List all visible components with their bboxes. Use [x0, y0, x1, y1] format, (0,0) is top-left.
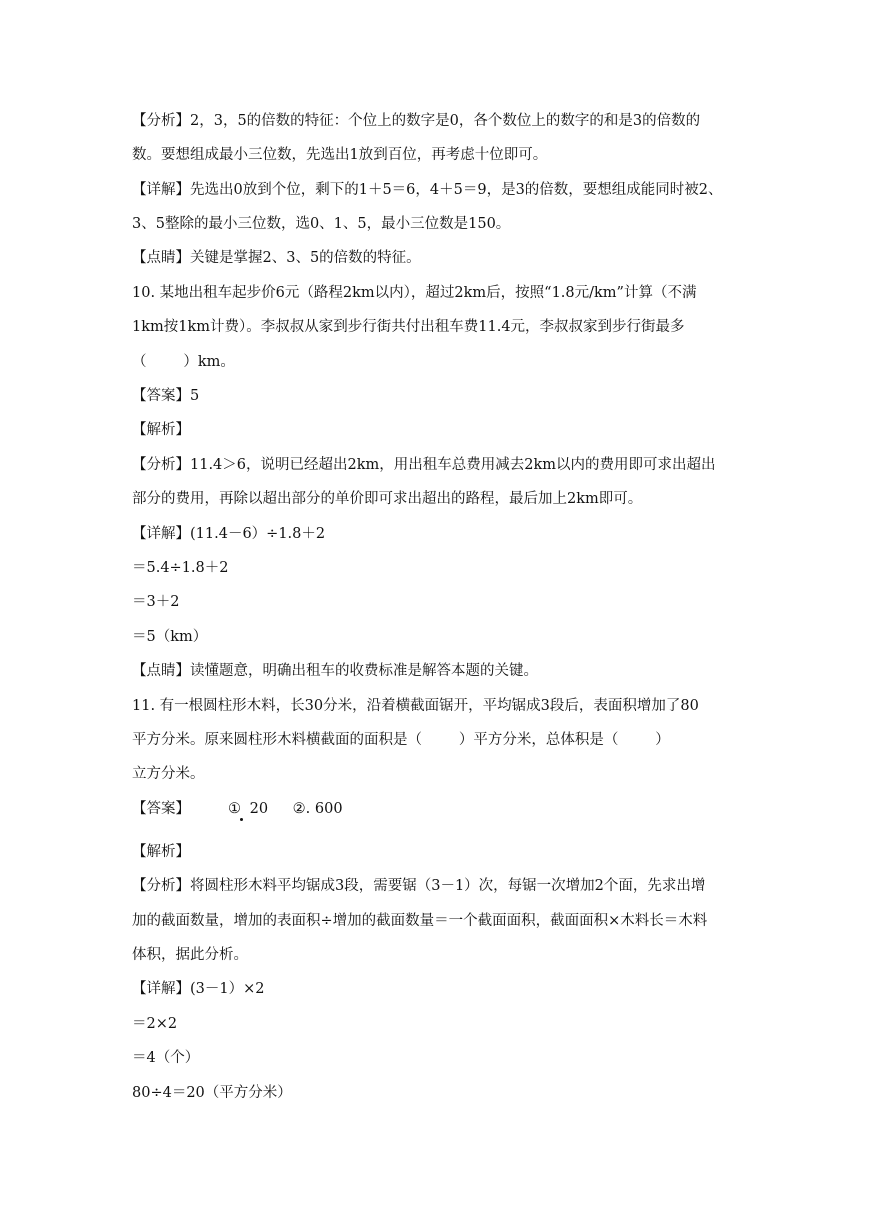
question-10-line-2: 1km按1km计费）。李叔叔从家到步行街共付出租车费11.4元，李叔叔家到步行街最多	[132, 319, 685, 335]
question-11-line-1: 11. 有一根圆柱形木料，长30分米，沿着横截面锯开，平均锯成3段后，表面积增加了80	[132, 698, 699, 714]
comment-line: 【点睛】关键是掌握2、3、5的倍数的特征。	[132, 250, 421, 266]
analysis-line-2: 数。要想组成最小三位数，先选出1放到百位，再考虑十位即可。	[132, 147, 548, 163]
analysis-11-line-3: 体积，据此分析。	[132, 947, 248, 963]
answer-marker-1: ①	[228, 801, 241, 817]
answer-value-2: 600	[314, 801, 343, 817]
answer-label: 【答案】	[132, 801, 190, 817]
detail-line-1: 【详解】先选出0放到个位，剩下的1＋5＝6，4＋5＝9，是3的倍数，要想组成能同时被2、	[132, 182, 723, 198]
analysis-line-1: 【分析】2，3，5的倍数的特征：个位上的数字是0，各个数位上的数字的和是3的倍数的	[132, 113, 701, 129]
answer-value-1: 20	[249, 801, 269, 817]
detail-11-line-4: 80÷4＝20（平方分米）	[132, 1085, 292, 1101]
emphasis-dot	[240, 818, 243, 821]
detail-line-2: 3、5整除的最小三位数，选0、1、5，最小三位数是150。	[132, 216, 511, 232]
answer-10: 【答案】5	[132, 388, 200, 404]
detail-11-line-3: ＝4（个）	[132, 1050, 200, 1066]
explanation-heading-11: 【解析】	[132, 844, 190, 860]
detail-10-line-4: ＝5（km）	[132, 629, 208, 645]
question-11-line-3: 立方分米。	[132, 766, 205, 782]
detail-10-line-1: 【详解】(11.4－6）÷1.8＋2	[132, 526, 326, 542]
comment-10: 【点睛】读懂题意，明确出租车的收费标准是解答本题的关键。	[132, 663, 538, 679]
question-10-line-3: （ ）km。	[132, 354, 235, 370]
analysis-11-line-1: 【分析】将圆柱形木料平均锯成3段，需要锯（3－1）次，每锯一次增加2个面，先求出增	[132, 878, 706, 894]
detail-11-line-2: ＝2×2	[132, 1016, 178, 1032]
analysis-10-line-1: 【分析】11.4＞6，说明已经超出2km，用出租车总费用减去2km以内的费用即可求出超出	[132, 457, 716, 473]
question-10-line-1: 10. 某地出租车起步价6元（路程2km以内），超过2km后，按照“1.8元/km”计算（不满	[132, 285, 697, 301]
detail-11-line-1: 【详解】(3－1）×2	[132, 981, 265, 997]
question-11-line-2: 平方分米。原来圆柱形木料横截面的面积是（ ）平方分米，总体积是（ ）	[132, 732, 670, 748]
answer-11	[132, 799, 752, 819]
detail-10-line-2: ＝5.4÷1.8＋2	[132, 560, 229, 576]
analysis-11-line-2: 加的截面数量，增加的表面积÷增加的截面数量＝一个截面面积，截面面积×木料长＝木料	[132, 913, 708, 929]
analysis-10-line-2: 部分的费用，再除以超出部分的单价即可求出超出的路程，最后加上2km即可。	[132, 491, 643, 507]
explanation-heading-10: 【解析】	[132, 422, 190, 438]
detail-10-line-3: ＝3＋2	[132, 594, 180, 610]
answer-marker-2: ②.	[292, 801, 311, 817]
